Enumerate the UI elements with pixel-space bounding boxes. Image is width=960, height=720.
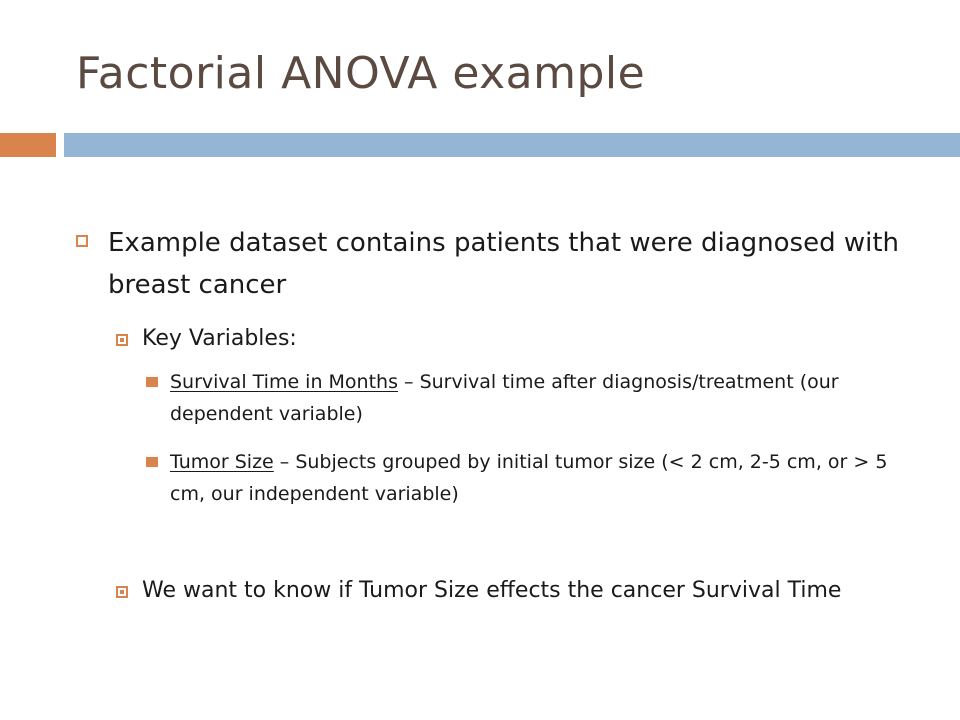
filled-square-bullet-icon xyxy=(146,457,158,467)
tumor-size-desc: – Subjects grouped by initial tumor size (< 2 cm, 2-5 cm, or > 5 cm, our independent variable) xyxy=(170,451,888,505)
bullet-key-variables-text: Key Variables: xyxy=(142,326,297,351)
bullet-key-variables xyxy=(116,322,906,356)
hollow-square-bullet-icon xyxy=(76,235,88,247)
slide-title: Factorial ANOVA example xyxy=(76,48,646,99)
tumor-size-term: Tumor Size xyxy=(170,451,274,473)
bullet-research-question xyxy=(116,574,906,608)
survival-time-term: Survival Time in Months xyxy=(170,371,398,393)
title-accent-bar-orange xyxy=(0,133,56,157)
bullet-survival-time-text xyxy=(170,366,906,430)
survival-time-desc: – Survival time after diagnosis/treatment (our dependent variable) xyxy=(170,371,839,425)
bullet-dataset-text: Example dataset contains patients that were diagnosed with breast cancer xyxy=(108,228,900,300)
filled-square-bullet-icon xyxy=(146,377,158,387)
square-bullet-icon xyxy=(116,586,128,598)
bullet-tumor-size-text xyxy=(170,446,906,510)
square-bullet-icon xyxy=(116,334,128,346)
bullet-dataset xyxy=(76,222,906,306)
bullet-survival-time xyxy=(146,366,906,430)
title-accent-bar-blue xyxy=(64,133,960,157)
bullet-tumor-size xyxy=(146,446,906,510)
bullet-research-question-text: We want to know if Tumor Size effects the cancer Survival Time xyxy=(142,578,842,603)
